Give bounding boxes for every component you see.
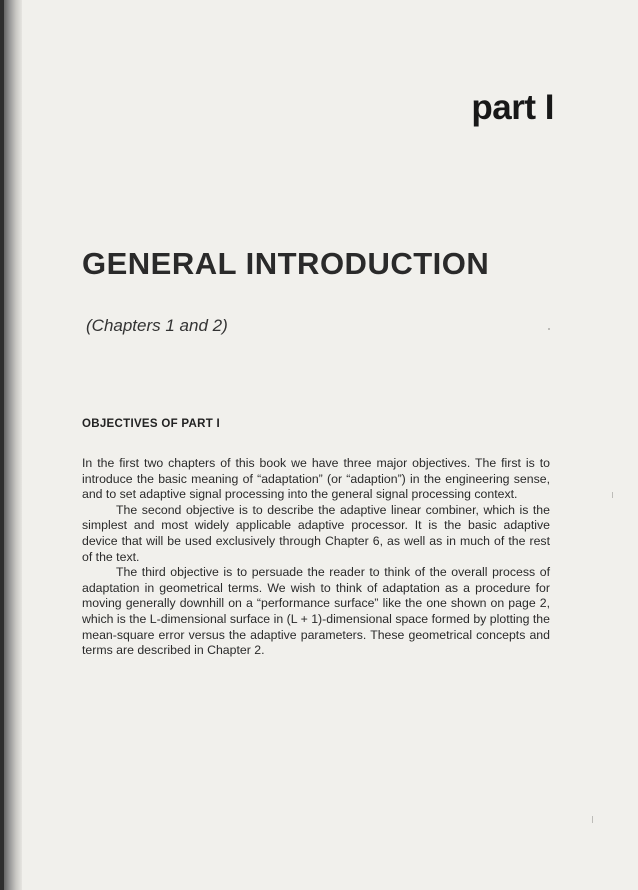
scan-speck	[592, 816, 593, 823]
paragraph-1: In the first two chapters of this book we have three major objectives. The first is to introduce the basic meaning of “adaptation” (or “adaption”) in the engineering sense, and to set adaptive signal processing into the general signal processing context.	[82, 456, 550, 502]
body-text	[82, 456, 550, 659]
page-edge-shadow	[0, 0, 4, 890]
chapters-subtitle: (Chapters 1 and 2)	[86, 316, 228, 335]
part-label: part I	[471, 88, 554, 127]
paragraph-2: The second objective is to describe the adaptive linear combiner, which is the simplest and most widely applicable adaptive processor. It is the basic adaptive device that will be used exclusively through Chapter 6, as well as in much of the rest of the text.	[82, 502, 550, 564]
scan-speck	[548, 328, 550, 330]
section-heading: OBJECTIVES OF PART I	[82, 418, 221, 430]
scan-speck	[612, 492, 613, 498]
page-title: GENERAL INTRODUCTION	[82, 246, 490, 281]
paragraph-3: The third objective is to persuade the reader to think of the overall process of adaptation in geometrical terms. We wish to think of adaptation as a procedure for moving generally downhill on a “performance surface” like the one shown on page 2, which is the L-dimensional surface in (L + 1)-dimensional space formed by plotting the mean-square error versus the adaptive parameters. These geometrical concepts and terms are described in Chapter 2.	[82, 565, 550, 658]
